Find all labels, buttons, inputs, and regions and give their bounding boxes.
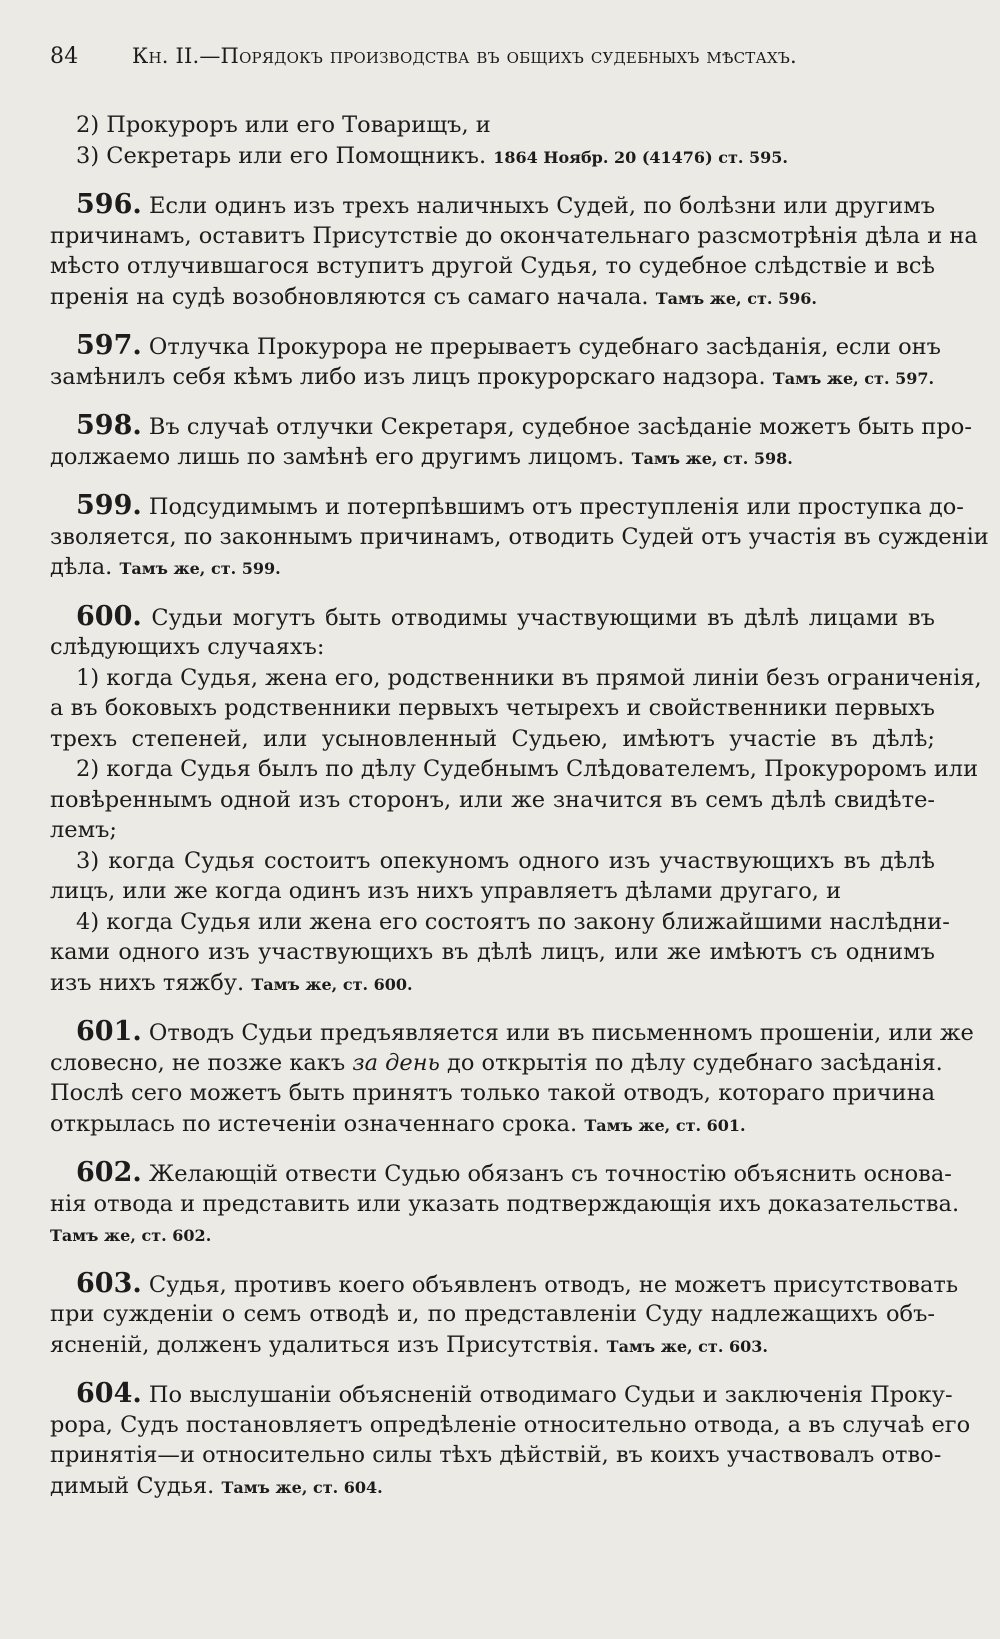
article-599-line-2: зволяется, по законнымъ причинамъ, отводить Судей отъ участія въ сужденіи <box>50 523 989 550</box>
article-596-line-4: пренія на судѣ возобновляются съ самаго начала. Тамъ же, ст. 596. <box>50 283 817 310</box>
article-601-line-2: словесно, не позже какъ за день до открытія по дѣлу судебнаго засѣданія. <box>50 1049 943 1076</box>
article-604-line-1: 604. По выслушаніи объясненій отводимаго Судьи и заключенія Проку- <box>76 1378 953 1409</box>
article-597-line-2: замѣнилъ себя кѣмъ либо изъ лицъ прокурорскаго надзора. Тамъ же, ст. 597. <box>50 363 935 390</box>
article-603-line-3: ясненій, долженъ удалиться изъ Присутствія. Тамъ же, ст. 603. <box>50 1331 768 1358</box>
article-601-line-4: открылась по истеченіи означеннаго срока. Тамъ же, ст. 601. <box>50 1110 746 1137</box>
citation: Тамъ же, ст. 599. <box>119 559 281 578</box>
article-600-line-1: 600. Судьи могутъ быть отводимы участвующими въ дѣлѣ лицами въ <box>76 600 935 632</box>
article-600-line-10: лицъ, или же когда одинъ изъ нихъ управляетъ дѣлами другаго, и <box>50 878 842 904</box>
article-600-line-13: изъ нихъ тяжбу. Тамъ же, ст. 600. <box>50 969 413 996</box>
citation: Тамъ же, ст. 602. <box>50 1226 212 1245</box>
article-598-line-1: 598. Въ случаѣ отлучки Секретаря, судебное засѣданіе можетъ быть про- <box>76 410 972 441</box>
citation: Тамъ же, ст. 597. <box>772 368 935 388</box>
article-number-602: 602. <box>76 1157 142 1188</box>
article-number-599: 599. <box>76 490 142 521</box>
article-600-line-9: 3) когда Судья состоитъ опекуномъ одного изъ участвующихъ въ дѣлѣ <box>76 847 935 874</box>
article-600-line-11: 4) когда Судья или жена его состоятъ по закону ближайшими наслѣдни- <box>76 908 950 935</box>
article-597-line-1: 597. Отлучка Прокурора не прерываетъ судебнаго засѣданія, если онъ <box>76 330 941 361</box>
article-596-line-1: 596. Если одинъ изъ трехъ наличныхъ Судей, по болѣзни или другимъ <box>76 189 936 220</box>
italic-term: за день <box>352 1049 440 1076</box>
article-601-line-3: Послѣ сего можетъ быть принятъ только такой отводъ, котораго причина <box>50 1080 935 1106</box>
article-598-line-2: должаемо лишь по замѣнѣ его другимъ лицомъ. Тамъ же, ст. 598. <box>50 443 793 470</box>
citation: Тамъ же, ст. 596. <box>655 288 817 308</box>
citation: Тамъ же, ст. 601. <box>584 1115 746 1135</box>
article-602-line-1: 602. Желающій отвести Судью обязанъ съ точностію объяснить основа- <box>76 1157 952 1188</box>
article-number-598: 598. <box>76 410 142 441</box>
article-599-line-3: дѣла. Тамъ же, ст. 599. <box>50 554 281 580</box>
body-text <box>50 110 989 1501</box>
article-603-line-1: 603. Судья, противъ коего объявленъ отводъ, не можетъ присутствовать <box>76 1267 959 1299</box>
article-596-line-2: причинамъ, оставитъ Присутствіе до окончательнаго разсмотрѣнія дѣла и на <box>50 222 978 249</box>
article-604-line-2: рора, Судъ постановляетъ опредѣленіе относительно отвода, а въ случаѣ его <box>50 1411 971 1438</box>
article-599-line-1: 599. Подсудимымъ и потерпѣвшимъ отъ преступленія или проступка до- <box>76 490 964 521</box>
citation: Тамъ же, ст. 598. <box>631 448 793 468</box>
article-number-597: 597. <box>76 330 142 361</box>
article-601-line-1: 601. Отводъ Судьи предъявляется или въ письменномъ прошеніи, или же <box>76 1016 974 1047</box>
list-item-2: 2) Прокуроръ или его Товарищъ, и <box>76 112 491 138</box>
article-600-line-12: ками одного изъ участвующихъ въ дѣлѣ лицъ, или же имѣютъ съ однимъ <box>50 939 935 965</box>
citation: 1864 Ноябр. 20 (41476) ст. 595. <box>493 147 788 167</box>
article-600-line-8: лемъ; <box>50 817 118 843</box>
list-item-3: 3) Секретарь или его Помощникъ. 1864 Ноябр. 20 (41476) ст. 595. <box>76 142 788 169</box>
article-600-line-7: повѣреннымъ одной изъ сторонъ, или же значится въ семъ дѣлѣ свидѣте- <box>50 786 935 813</box>
article-600-line-6: 2) когда Судья былъ по дѣлу Судебнымъ Слѣдователемъ, Прокуроромъ или <box>76 756 979 782</box>
article-603-line-2: при сужденіи о семъ отводѣ и, по представленіи Суду надлежащихъ объ- <box>50 1301 935 1327</box>
article-number-601: 601. <box>76 1016 142 1047</box>
article-600-line-3: 1) когда Судья, жена его, родственники въ прямой линіи безъ ограниченія, <box>76 664 982 691</box>
page-number: 84 <box>50 44 79 69</box>
article-600-line-5: трехъ степеней, или усыновленный Судьею, имѣютъ участіе въ дѣлѣ; <box>50 725 935 752</box>
article-number-596: 596. <box>76 189 142 220</box>
citation: Тамъ же, ст. 604. <box>221 1477 383 1497</box>
article-number-603: 603. <box>76 1267 142 1299</box>
article-604-line-4: димый Судья. Тамъ же, ст. 604. <box>50 1472 383 1499</box>
citation: Тамъ же, ст. 603. <box>606 1336 768 1356</box>
article-600-line-4: а въ боковыхъ родственники первыхъ четырехъ и свойственники первыхъ <box>50 695 935 721</box>
article-number-604: 604. <box>76 1378 142 1409</box>
running-title: Кн. II.—Порядокъ производства въ общихъ судебныхъ мѣстахъ. <box>132 44 797 68</box>
article-number-600: 600. <box>76 600 142 632</box>
article-600-line-2: слѣдующихъ случаяхъ: <box>50 634 325 660</box>
page-header <box>50 44 950 78</box>
article-602-line-3 <box>50 1219 935 1250</box>
citation: Тамъ же, ст. 600. <box>251 974 413 994</box>
article-596-line-3: мѣсто отлучившагося вступитъ другой Судья, то судебное слѣдствіе и всѣ <box>50 253 935 279</box>
article-602-line-2: нія отвода и представить или указать подтверждающія ихъ доказательства. <box>50 1190 960 1217</box>
article-604-line-3: принятія—и относительно силы тѣхъ дѣйствій, въ коихъ участвовалъ отво- <box>50 1442 942 1468</box>
